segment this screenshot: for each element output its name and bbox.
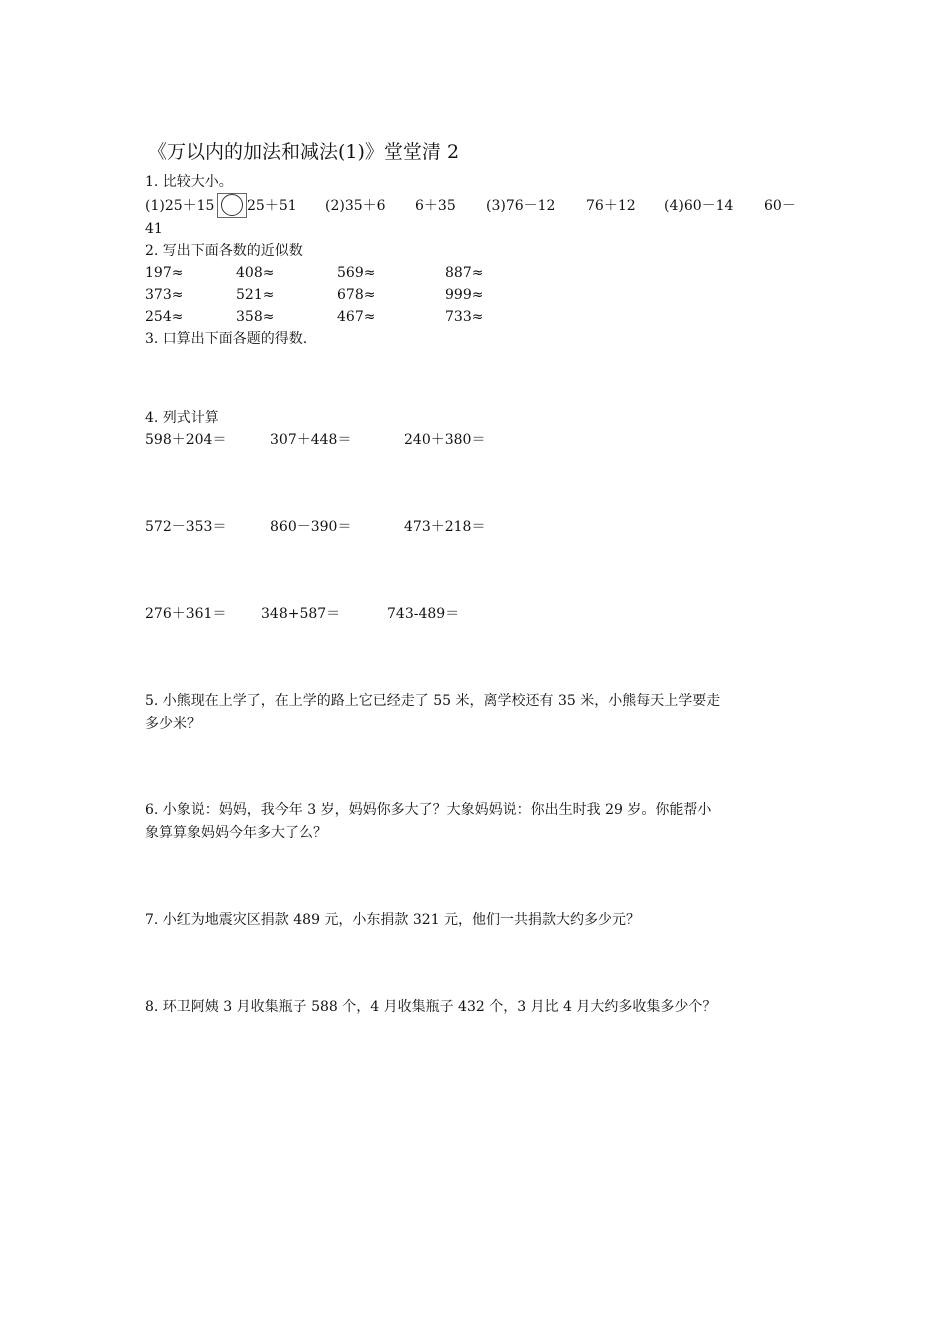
q1-item: (4)60－14 <box>664 198 734 214</box>
q8-line1: 8. 环卫阿姨 3 月收集瓶子 588 个，4 月收集瓶子 432 个，3 月比 4 月大约多收集多少个？ <box>145 999 717 1015</box>
q2-heading: 2. 写出下面各数的近似数 <box>145 243 303 259</box>
q4-expr: 240＋380＝ <box>404 432 486 448</box>
q6-line2: 象算算象妈妈今年多大了么？ <box>145 825 327 841</box>
q1-item: 76＋12 <box>586 198 636 214</box>
q5-line2: 多少米？ <box>145 716 201 732</box>
q2-cell: 467≈ <box>337 309 376 325</box>
q2-cell: 197≈ <box>145 265 184 281</box>
q2-cell: 678≈ <box>337 287 376 303</box>
q2-cell: 733≈ <box>445 309 484 325</box>
q2-cell: 999≈ <box>445 287 484 303</box>
q4-expr: 572－353＝ <box>145 519 227 535</box>
q1-item: (2)35＋6 <box>325 198 386 214</box>
q1-item: 25＋51 <box>247 198 297 214</box>
q2-cell: 373≈ <box>145 287 184 303</box>
q4-expr: 307＋448＝ <box>270 432 352 448</box>
q2-cell: 254≈ <box>145 309 184 325</box>
q4-expr: 473＋218＝ <box>404 519 486 535</box>
compare-circle-blank[interactable] <box>217 193 247 218</box>
q4-expr: 860－390＝ <box>270 519 352 535</box>
q4-expr: 276＋361＝ <box>145 606 227 622</box>
q2-cell: 408≈ <box>236 265 275 281</box>
q4-expr: 348+587＝ <box>261 606 341 622</box>
q1-item: 6＋35 <box>415 198 456 214</box>
q1-item: (1)25＋15 <box>145 198 215 214</box>
q1-item: 60－ <box>764 198 796 214</box>
q2-cell: 887≈ <box>445 265 484 281</box>
q7-line1: 7. 小红为地震灾区捐款 489 元，小东捐款 321 元，他们一共捐款大约多少元？ <box>145 912 641 928</box>
q6-line1: 6. 小象说：妈妈，我今年 3 岁，妈妈你多大了？大象妈妈说：你出生时我 29 岁。你能帮小 <box>145 802 712 818</box>
q2-cell: 521≈ <box>236 287 275 303</box>
q4-expr: 598＋204＝ <box>145 432 227 448</box>
q4-heading: 4. 列式计算 <box>145 410 219 426</box>
q4-expr: 743-489＝ <box>387 606 460 622</box>
q1-wrap: 41 <box>145 221 163 237</box>
q2-cell: 358≈ <box>236 309 275 325</box>
q1-item: (3)76－12 <box>486 198 556 214</box>
page-title: 《万以内的加法和减法(1)》堂堂清 2 <box>148 141 460 163</box>
q2-cell: 569≈ <box>337 265 376 281</box>
q1-heading: 1. 比较大小。 <box>145 174 233 190</box>
q5-line1: 5. 小熊现在上学了，在上学的路上它已经走了 55 米，离学校还有 35 米，小熊每天上学要走 <box>145 693 721 709</box>
q3-heading: 3. 口算出下面各题的得数. <box>145 331 308 347</box>
